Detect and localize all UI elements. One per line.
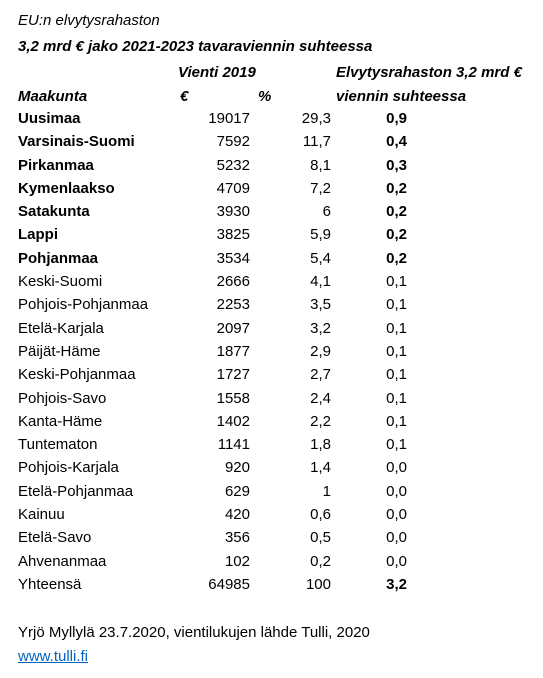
region-name: Kainuu [18,506,65,524]
region-name: Etelä-Pohjanmaa [18,482,134,500]
export-euro: 420 [224,506,250,524]
region-name: Pirkanmaa [18,156,94,174]
fund-share: 0,0 [386,552,407,570]
table-row [0,549,543,572]
fund-share: 0,0 [386,506,407,524]
fund-share: 0,2 [386,226,407,244]
export-percent: 29,3 [301,110,331,127]
export-euro: 1402 [216,412,250,430]
export-euro: 2666 [216,273,250,291]
fund-share: 0,3 [386,156,407,174]
export-euro: 4709 [216,179,250,197]
table-row [0,176,543,199]
fund-share: 3,2 [386,575,407,593]
header-euro: € [180,88,189,105]
export-euro: 1727 [216,366,250,384]
region-name: Pohjois-Pohjanmaa [18,296,149,314]
table-row [0,479,543,502]
region-name: Uusimaa [18,110,81,127]
fund-share: 0,2 [386,249,407,267]
export-percent: 5,9 [310,226,331,244]
export-percent: 4,1 [310,273,331,291]
table-row [0,572,543,595]
table-row [0,199,543,222]
region-name: Pohjois-Karjala [18,459,119,477]
header-percent: % [258,88,272,105]
fund-share: 0,1 [386,412,407,430]
table-row [0,432,543,455]
table-row [0,316,543,339]
fund-share: 0,1 [386,273,407,291]
fund-share: 0,1 [386,366,407,384]
export-percent: 1,4 [310,459,331,477]
table-row [0,129,543,152]
export-euro: 1141 [217,436,250,454]
fund-share: 0,2 [386,203,407,221]
export-euro: 629 [224,482,250,500]
fund-share: 0,1 [386,342,407,360]
fund-share: 0,2 [386,179,407,197]
export-euro: 5232 [216,156,250,174]
header-maakunta: Maakunta [18,88,88,105]
region-name: Kanta-Häme [18,412,103,430]
region-name: Kymenlaakso [18,179,115,197]
export-euro: 64985 [208,575,250,593]
export-euro: 1558 [216,389,250,407]
export-percent: 1 [322,482,331,500]
table-row [0,362,543,385]
table-row [0,269,543,292]
fund-share: 0,1 [386,296,407,314]
fund-share: 0,1 [386,319,407,337]
export-percent: 2,9 [310,342,331,360]
fund-share: 0,0 [386,529,407,547]
export-percent: 6 [322,203,331,221]
table-row [0,222,543,245]
region-name: Etelä-Savo [18,529,92,547]
title-line-1: EU:n elvytysrahaston [18,12,160,29]
export-euro: 7592 [216,133,250,151]
export-euro: 3534 [216,249,250,267]
export-euro: 19017 [208,110,250,127]
table-row [0,409,543,432]
region-name: Lappi [18,226,58,244]
table-row [0,502,543,525]
export-percent: 1,8 [310,436,331,454]
export-percent: 3,2 [310,319,331,337]
export-percent: 2,2 [310,412,331,430]
table-row [0,386,543,409]
header-vienti-2019: Vienti 2019 [178,64,256,81]
export-percent: 5,4 [310,249,331,267]
tulli-link[interactable]: www.tulli.fi [18,648,89,665]
region-name: Pohjois-Savo [18,389,107,407]
export-euro: 2253 [216,296,250,314]
export-euro: 356 [224,529,250,547]
export-percent: 3,5 [310,296,331,314]
region-name: Yhteensä [18,575,82,593]
export-euro: 920 [224,459,250,477]
export-percent: 100 [305,575,331,593]
title-line-2: 3,2 mrd € jako 2021-2023 tavaraviennin suhteessa [18,38,373,55]
region-name: Keski-Pohjanmaa [18,366,136,384]
export-euro: 3930 [216,203,250,221]
region-name: Satakunta [18,203,90,221]
fund-share: 0,1 [386,436,407,454]
region-table [0,106,543,595]
region-name: Tuntematon [18,436,98,454]
fund-share: 0,0 [386,459,407,477]
export-euro: 2097 [216,319,250,337]
header-elvytysrahasto-line-1: Elvytysrahaston 3,2 mrd € [336,64,522,81]
export-percent: 0,6 [310,506,331,524]
export-percent: 0,5 [310,529,331,547]
export-percent: 2,4 [310,389,331,407]
export-euro: 3825 [216,226,250,244]
table-row [0,339,543,362]
table-row [0,525,543,548]
region-name: Varsinais-Suomi [18,133,135,151]
region-name: Pohjanmaa [18,249,99,267]
table-row [0,106,543,129]
export-percent: 8,1 [310,156,331,174]
header-elvytysrahasto-line-2: viennin suhteessa [336,88,467,105]
export-percent: 11,7 [302,133,331,151]
table-row [0,153,543,176]
table-row [0,455,543,478]
export-percent: 0,2 [310,552,331,570]
region-name: Päijät-Häme [18,342,101,360]
region-name: Keski-Suomi [18,273,103,291]
fund-share: 0,4 [386,133,407,151]
export-euro: 102 [224,552,250,570]
export-percent: 7,2 [310,179,331,197]
export-percent: 2,7 [310,366,331,384]
table-row [0,292,543,315]
region-name: Ahvenanmaa [18,552,107,570]
fund-share: 0,0 [386,482,407,500]
export-euro: 1877 [216,342,250,360]
table-row [0,246,543,269]
source-note: Yrjö Myllylä 23.7.2020, vientilukujen lähde Tulli, 2020 [18,624,370,641]
region-name: Etelä-Karjala [18,319,104,337]
fund-share: 0,1 [386,389,407,407]
fund-share: 0,9 [386,110,407,127]
